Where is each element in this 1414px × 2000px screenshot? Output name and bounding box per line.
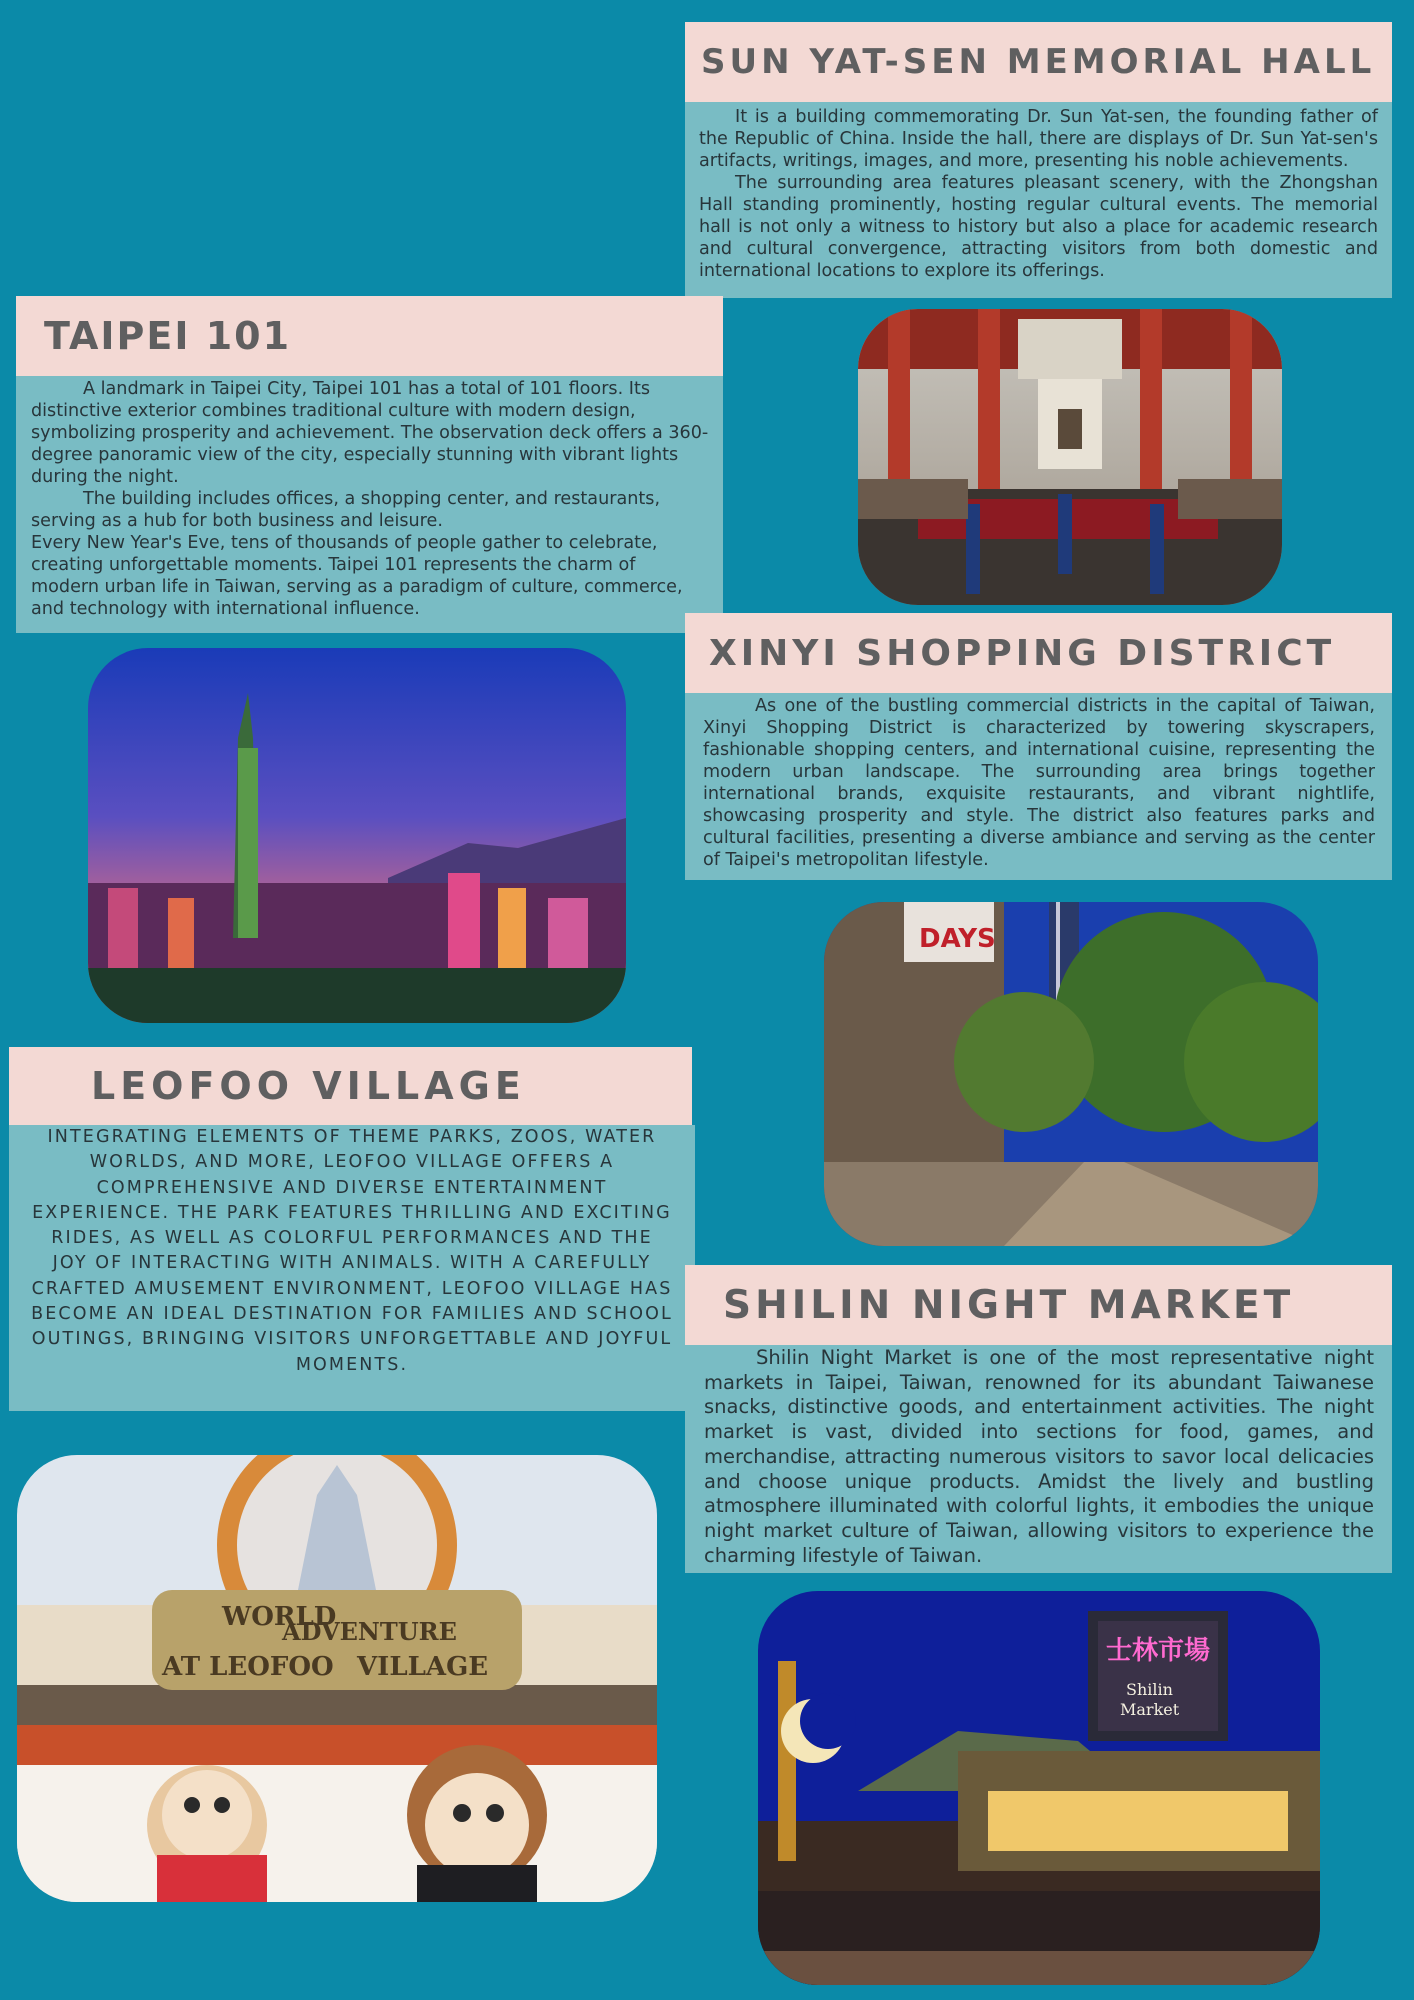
shilin-night-market-photo: [758, 1591, 1320, 1985]
leofoo-paragraph-1: INTEGRATING ELEMENTS OF THEME PARKS, ZOOS, WATER WORLDS, AND MORE, LEOFOO VILLAGE OFFERS A COMPREHENSIVE AND DIVERSE ENTERTAINMENT EXPERIENCE. THE PARK FEATURES THRILLING AND EXCITING RIDES, AS WELL AS COLORFUL PERFORMANCES AND THE JOY OF INTERACTING WITH ANIMALS. WITH A CAREFULLY CRAFTED AMUSEMENT ENVIRONMENT, LEOFOO VILLAGE HAS BECOME AN IDEAL DESTINATION FOR FAMILIES AND SCHOOL OUTINGS, BRINGING VISITORS UNFORGETTABLE AND JOYFUL MOMENTS.: [31, 1127, 673, 1375]
taipei-101-paragraph-3: Every New Year's Eve, tens of thousands of people gather to celebrate, creating unforgettable moments. Taipei 101 represents the charm of modern urban life in Taiwan, serving as a paradigm of culture, commerce, and technology with international influence.: [31, 533, 683, 619]
leofoo-banner-text-1: WORLD: [222, 1602, 337, 1632]
shilin-sign-english-2: Market: [1120, 1700, 1180, 1719]
shilin-title: SHILIN NIGHT MARKET: [723, 1282, 1295, 1328]
section-title-taipei-101: [16, 296, 723, 376]
section-title-leofoo: [9, 1047, 692, 1125]
section-title-shilin: [685, 1265, 1392, 1345]
shilin-text-panel: [685, 1345, 1392, 1573]
sun-yat-sen-paragraph-2: The surrounding area features pleasant scenery, with the Zhongshan Hall standing prominently, hosting regular cultural events. The memorial hall is not only a witness to history but also a place for academic research and cultural convergence, attracting visitors from both domestic and international locations to explore its offerings.: [699, 173, 1378, 281]
shilin-sign-chinese: 士林市場: [1106, 1636, 1211, 1666]
sun-yat-sen-title: SUN YAT-SEN MEMORIAL HALL: [701, 42, 1376, 82]
sun-yat-sen-text-panel: [685, 102, 1392, 298]
shilin-sign-english-1: Shilin: [1126, 1680, 1173, 1699]
taipei-101-paragraph-1: A landmark in Taipei City, Taipei 101 has a total of 101 floors. Its distinctive exterior combines traditional culture with modern design, symbolizing prosperity and achievement. The observation deck offers a 360-degree panoramic view of the city, especially stunning with vibrant lights during the night.: [31, 379, 709, 487]
xinyi-paragraph-1: As one of the bustling commercial districts in the capital of Taiwan, Xinyi Shopping District is characterized by towering skyscrapers, fashionable shopping centers, and international cuisine, representing the modern urban landscape. The surrounding area brings together international brands, exquisite restaurants, and vibrant nightlife, showcasing prosperity and style. The district also features parks and cultural facilities, presenting a diverse ambiance and serving as the center of Taipei's metropolitan lifestyle.: [703, 696, 1375, 870]
leofoo-text-panel: [9, 1125, 695, 1411]
section-title-xinyi: [685, 613, 1392, 693]
leofoo-banner-text-2: ADVENTURE: [282, 1617, 457, 1646]
taipei-101-text-panel: [16, 376, 723, 633]
xinyi-district-photo: [824, 902, 1318, 1246]
taipei-101-photo: [88, 648, 626, 1023]
sun-yat-sen-paragraph-1: It is a building commemorating Dr. Sun Yat-sen, the founding father of the Republic of China. Inside the hall, there are displays of Dr. Sun Yat-sen's artifacts, writings, images, and more, presenting his noble achievements.: [699, 107, 1378, 171]
leofoo-banner-text-3: AT LEOFOO: [162, 1652, 334, 1682]
taipei-101-title: TAIPEI 101: [44, 314, 292, 358]
sun-yat-sen-memorial-photo: [858, 309, 1282, 605]
leofoo-title: LEOFOO VILLAGE: [91, 1064, 526, 1108]
xinyi-text-panel: [685, 693, 1392, 880]
section-title-sun-yat-sen: [685, 22, 1392, 102]
xinyi-sign-text: DAYS: [919, 924, 996, 954]
taipei-101-paragraph-2: The building includes offices, a shopping center, and restaurants, serving as a hub for both business and leisure.: [31, 489, 661, 531]
leofoo-village-photo: [17, 1455, 657, 1902]
leofoo-banner-text-4: VILLAGE: [357, 1652, 489, 1682]
xinyi-title: XINYI SHOPPING DISTRICT: [709, 632, 1336, 674]
shilin-paragraph-1: Shilin Night Market is one of the most representative night markets in Taipei, Taiwan, renowned for its abundant Taiwanese snacks, distinctive goods, and entertainment activities. The night market is vast, divided into sections for food, games, and merchandise, attracting numerous visitors to savor local delicacies and choose unique products. Amidst the lively and bustling atmosphere illuminated with colorful lights, it embodies the unique night market culture of Taiwan, allowing visitors to experience the charming lifestyle of Taiwan.: [704, 1346, 1374, 1567]
